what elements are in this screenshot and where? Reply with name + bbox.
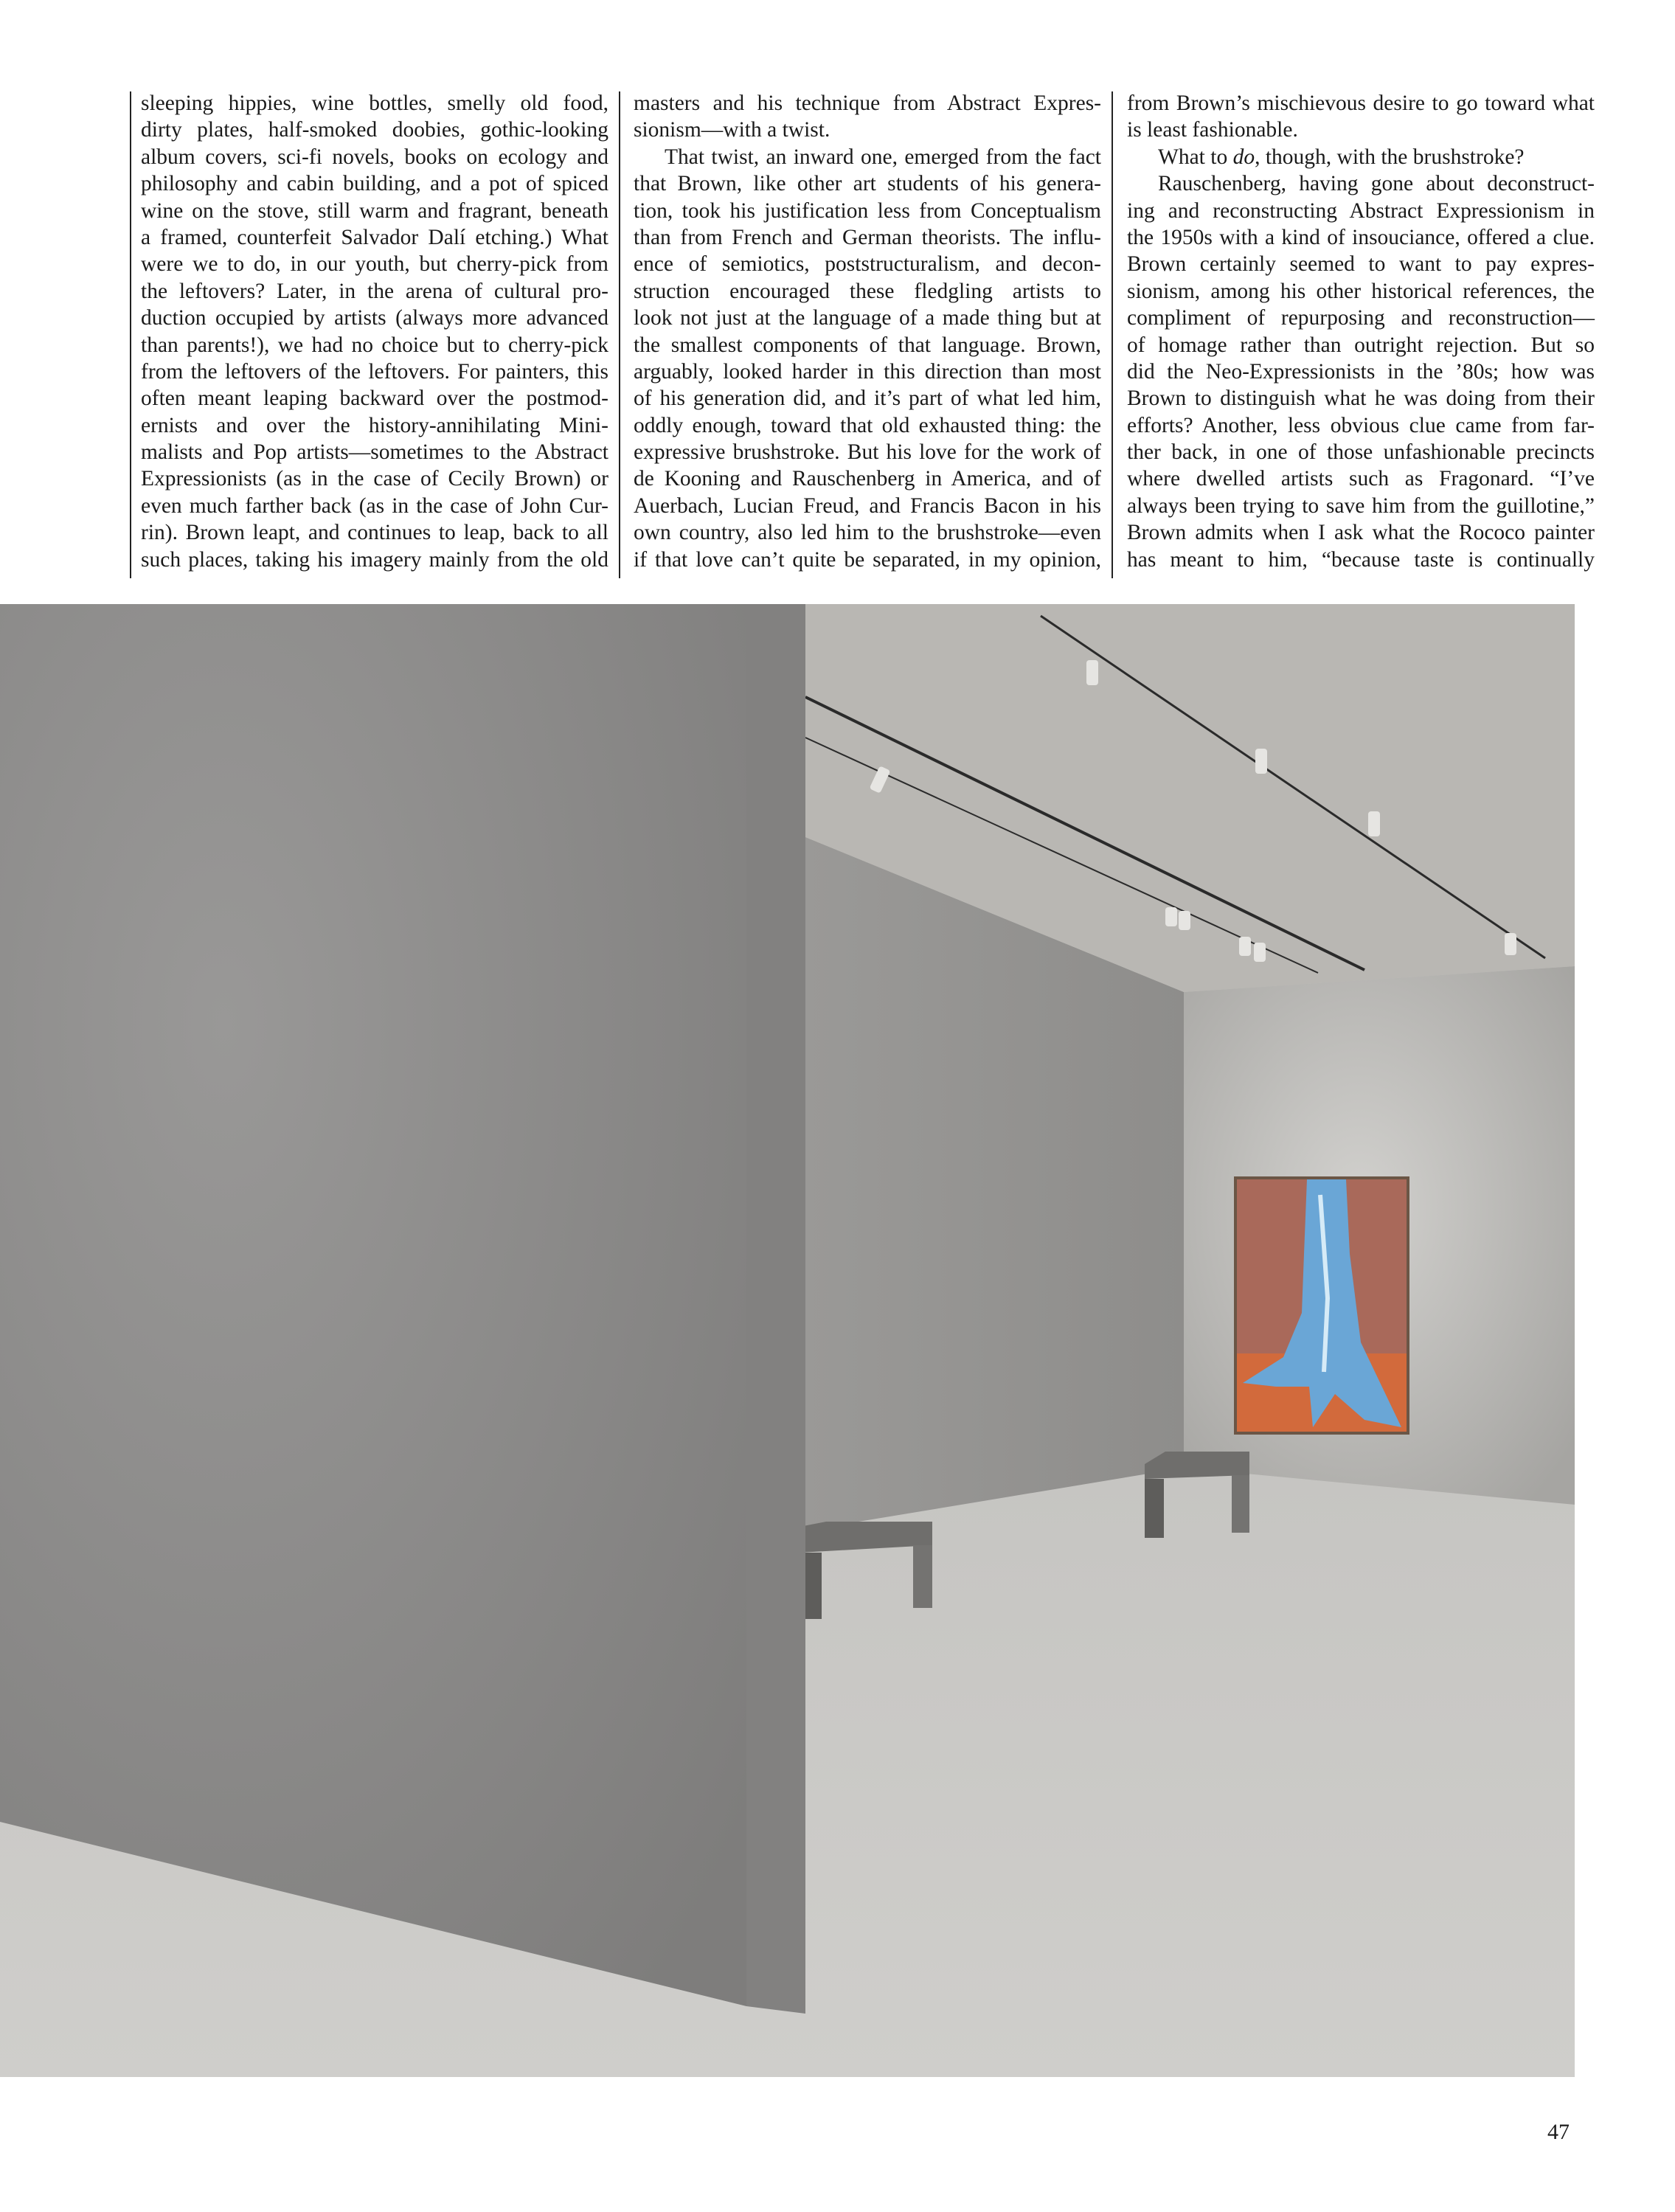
text-line: philosophy and cabin building, and a pot of spiced <box>141 172 608 196</box>
text-line: masters and his technique from Abstract Expres- <box>634 91 1101 115</box>
text-line: ence of semiotics, poststructuralism, and decon- <box>634 252 1101 277</box>
text-line: duction occupied by artists (always more advanced <box>141 306 608 330</box>
text-line <box>1127 144 1595 170</box>
text-line: ing and reconstructing Abstract Expressionism in <box>1127 198 1595 223</box>
text-line: expressive brushstroke. But his love for the work of <box>634 440 1101 465</box>
text-line: did the Neo-Expressionists in the ’80s; how was <box>1127 359 1595 384</box>
text-line: the leftovers? Later, in the arena of cultural pro- <box>141 279 608 303</box>
text-line: Brown to distinguish what he was doing from their <box>1127 386 1595 411</box>
text-line: has meant to him, “because taste is continually <box>1127 547 1595 572</box>
text-line: than parents!), we had no choice but to cherry-pick <box>141 333 608 357</box>
text-span: What to <box>1158 145 1233 169</box>
text-line: of his generation did, and it’s part of what led him, <box>634 386 1101 411</box>
text-line: efforts? Another, less obvious clue came from far- <box>1127 413 1595 437</box>
painting <box>1234 1176 1409 1435</box>
text-line: arguably, looked harder in this direction than most <box>634 359 1101 384</box>
text-line: even much farther back (as in the case of John Cur- <box>141 493 608 518</box>
column-rule-3 <box>1112 91 1113 578</box>
text-line: Brown certainly seemed to want to pay expres- <box>1127 252 1595 277</box>
text-line: is least fashionable. <box>1127 118 1298 142</box>
text-line: rin). Brown leapt, and continues to leap, back to all <box>141 521 608 545</box>
text-line: tion, took his justification less from Conceptualism <box>634 198 1101 223</box>
text-line: from the leftovers of the leftovers. For painters, this <box>141 359 608 384</box>
text-column-3 <box>1127 90 1595 573</box>
text-line: wine on the stove, still warm and fragrant, beneath <box>141 198 608 223</box>
text-line: look not just at the language of a made thing but at <box>634 306 1101 330</box>
page-number: 47 <box>1547 2120 1570 2144</box>
text-line: a framed, counterfeit Salvador Dalí etching.) What <box>141 225 608 249</box>
text-line: sionism, among his other historical references, the <box>1127 279 1595 303</box>
text-line: That twist, an inward one, emerged from the fact <box>665 145 1101 169</box>
text-line: of homage rather than outright rejection. But so <box>1127 333 1595 357</box>
text-line: ther back, in one of those unfashionable precincts <box>1127 440 1595 465</box>
text-line: sionism—with a twist. <box>634 118 830 142</box>
text-span: , though, with the brushstroke? <box>1255 145 1525 169</box>
text-line: Brown admits when I ask what the Rococo painter <box>1127 521 1595 545</box>
gallery-photo <box>0 604 1575 2077</box>
text-line: were we to do, in our youth, but cherry-pick from <box>141 252 608 277</box>
text-line: Auerbach, Lucian Freud, and Francis Bacon in his <box>634 493 1101 518</box>
text-line: dirty plates, half-smoked doobies, gothic-looking <box>141 118 608 142</box>
text-column-1 <box>141 90 608 573</box>
text-line: de Kooning and Rauschenberg in America, and of <box>634 467 1101 491</box>
text-line: that Brown, like other art students of his genera- <box>634 172 1101 196</box>
text-line: where dwelled artists such as Fragonard. “I’ve <box>1127 467 1595 491</box>
text-line: ernists and over the history-annihilating Mini- <box>141 413 608 437</box>
text-line: oddly enough, toward that old exhausted thing: the <box>634 413 1101 437</box>
text-line: the smallest components of that language. Brown, <box>634 333 1101 357</box>
text-line: sleeping hippies, wine bottles, smelly old food, <box>141 91 608 115</box>
text-line: such places, taking his imagery mainly from the old <box>141 547 608 572</box>
text-line: Rauschenberg, having gone about deconstruct- <box>1158 172 1595 196</box>
text-line: album covers, sci-fi novels, books on ecology and <box>141 145 608 169</box>
text-column-2 <box>634 90 1101 573</box>
text-line: always been trying to save him from the guillotine,” <box>1127 493 1595 518</box>
text-line: often meant leaping backward over the postmod- <box>141 386 608 411</box>
text-line: compliment of repurposing and reconstruction— <box>1127 306 1595 330</box>
text-line: Expressionists (as in the case of Cecily Brown) or <box>141 467 608 491</box>
text-line: than from French and German theorists. The influ- <box>634 225 1101 249</box>
text-line: malists and Pop artists—sometimes to the Abstract <box>141 440 608 465</box>
column-rule-1 <box>130 91 131 578</box>
italic-text: do <box>1232 145 1255 169</box>
text-line: if that love can’t quite be separated, in my opinion, <box>634 547 1101 572</box>
text-line: struction encouraged these fledgling artists to <box>634 279 1101 303</box>
partition-wall <box>0 604 746 2006</box>
column-rule-2 <box>619 91 620 578</box>
text-line: the 1950s with a kind of insouciance, offered a clue. <box>1127 225 1595 249</box>
partition-wall-edge <box>746 604 805 2014</box>
text-line: from Brown’s mischievous desire to go toward what <box>1127 91 1595 115</box>
text-line: own country, also led him to the brushstroke—even <box>634 521 1101 545</box>
